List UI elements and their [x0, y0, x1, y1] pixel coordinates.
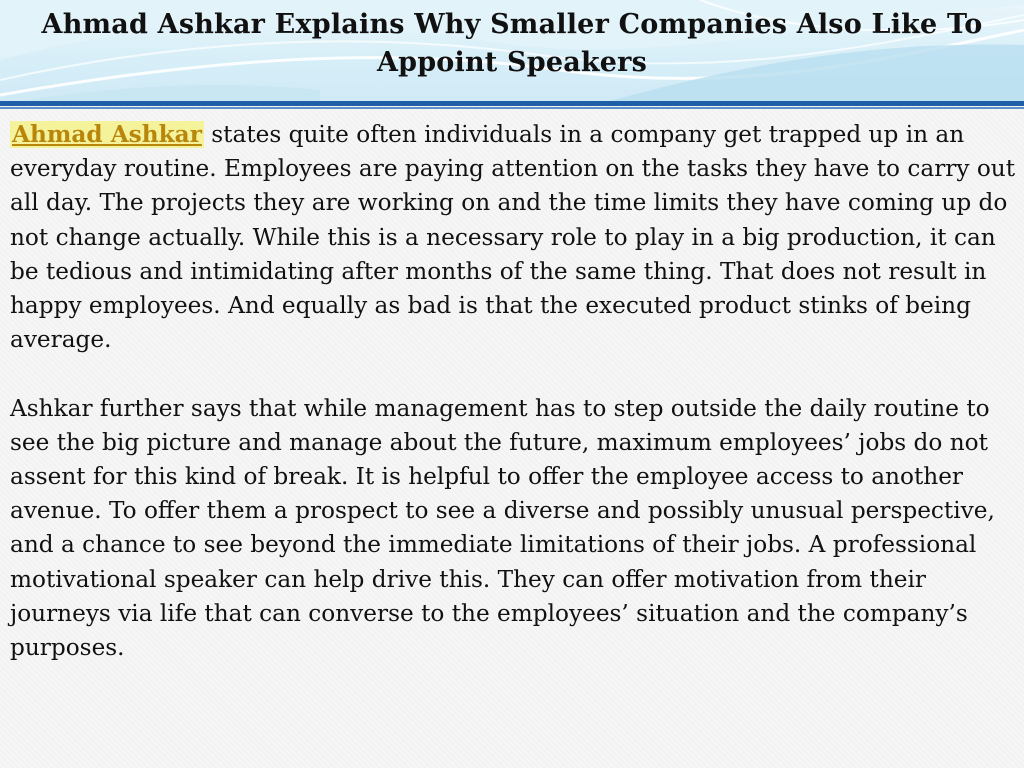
paragraph-1: [10, 118, 1016, 357]
body-text: [10, 118, 1016, 665]
paragraph-2: Ashkar further says that while management has to step outside the daily routine to see the big picture and manage about the future, maximum employees’ jobs do not assent for this kind of break. It is helpful to offer the employee access to another avenue. To offer them a prospect to see a diverse and possibly unusual perspective, and a chance to see beyond the immediate limitations of their jobs. A professional motivational speaker can help drive this. They can offer motivation from their journeys via life that can converse to the employees’ situation and the company’s purposes.: [10, 394, 995, 662]
ahmad-ashkar-link[interactable]: Ahmad Ashkar: [12, 121, 202, 148]
paragraph-1-text: states quite often individuals in a company get trapped up in an everyday routine. Employees are paying attention on the tasks they have to carry out all day. The projects they are working on and the time limits they have coming up do not change actually. While this is a necessary role to play in a big production, it can be tedious and intimidating after months of the same thing. That does not result in happy employees. And equally as bad is that the executed product stinks of being average.: [10, 121, 1016, 354]
header-divider: [0, 101, 1024, 106]
page-title: Ahmad Ashkar Explains Why Smaller Companies Also Like To Appoint Speakers: [41, 9, 983, 78]
header-divider-thin: [0, 107, 1024, 109]
header-banner: [0, 0, 1024, 104]
